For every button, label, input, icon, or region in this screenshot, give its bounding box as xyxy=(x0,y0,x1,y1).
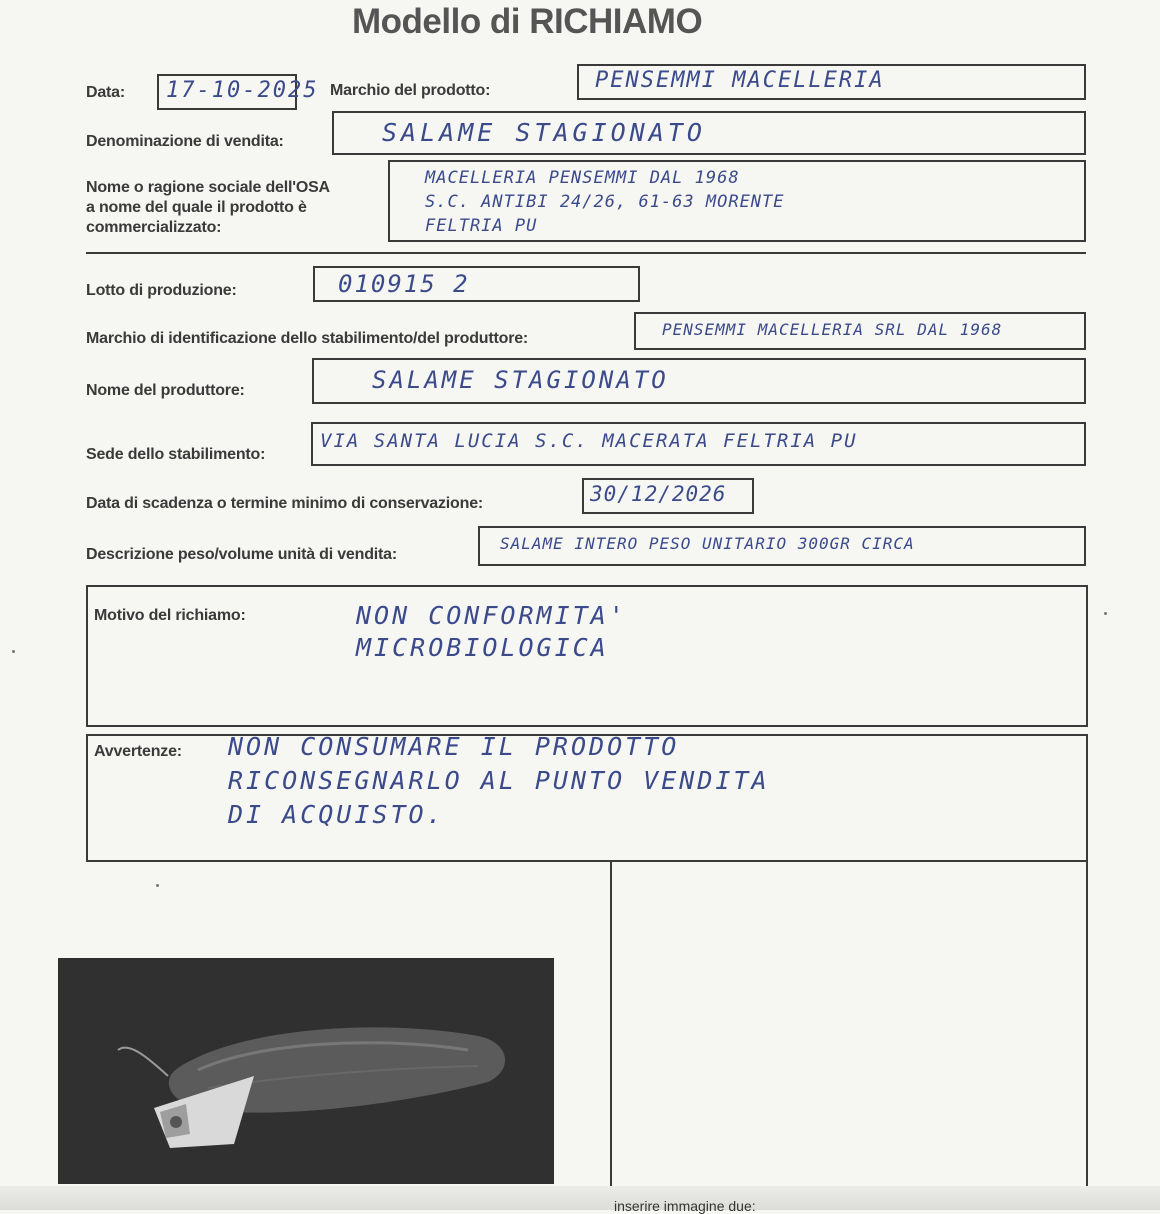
warnings-label: Avvertenze: xyxy=(94,743,182,760)
plant-site-label: Sede dello stabilimento: xyxy=(86,446,266,463)
salami-image xyxy=(58,958,554,1184)
lot-label: Lotto di produzione: xyxy=(86,282,237,299)
plant-site-value: VIA SANTA LUCIA S.C. MACERATA FELTRIA PU xyxy=(320,430,858,452)
scan-speck xyxy=(1104,612,1107,615)
product-photo xyxy=(58,958,554,1184)
scan-speck xyxy=(12,650,15,653)
id-mark-value: PENSEMMI MACELLERIA SRL DAL 1968 xyxy=(662,320,1003,339)
image-two-box[interactable] xyxy=(610,860,1088,1210)
sale-name-label: Denominazione di vendita: xyxy=(86,133,284,150)
recall-reason-value: NON CONFORMITA' MICROBIOLOGICA xyxy=(356,601,627,662)
scan-speck xyxy=(156,884,159,887)
image-two-caption: inserire immagine due: xyxy=(614,1198,756,1214)
sale-name-value: SALAME STAGIONATO xyxy=(382,118,706,147)
osa-name-value: MACELLERIA PENSEMMI DAL 1968 S.C. ANTIBI 24/26, 61-63 MORENTE FELTRIA PU xyxy=(425,168,785,236)
product-brand-value: PENSEMMI MACELLERIA xyxy=(595,68,885,93)
expiry-label: Data di scadenza o termine minimo di conservazione: xyxy=(86,495,484,512)
scan-bottom-edge xyxy=(0,1186,1160,1210)
form-title: Modello di RICHIAMO xyxy=(352,2,703,41)
divider xyxy=(86,252,1086,254)
producer-name-label: Nome del produttore: xyxy=(86,382,245,399)
recall-reason-label: Motivo del richiamo: xyxy=(94,607,246,624)
product-brand-label: Marchio del prodotto: xyxy=(330,82,491,99)
weight-label: Descrizione peso/volume unità di vendita: xyxy=(86,546,397,563)
date-label: Data: xyxy=(86,84,126,101)
producer-name-value: SALAME STAGIONATO xyxy=(372,366,669,394)
osa-name-label: Nome o ragione sociale dell'OSA a nome del quale il prodotto è commercializzato: xyxy=(86,179,330,236)
lot-value: 010915 2 xyxy=(338,270,470,298)
id-mark-label: Marchio di identificazione dello stabilimento/del produttore: xyxy=(86,330,529,347)
weight-value: SALAME INTERO PESO UNITARIO 300GR CIRCA xyxy=(500,534,915,553)
warnings-value: NON CONSUMARE IL PRODOTTO RICONSEGNARLO AL PUNTO VENDITA DI ACQUISTO. xyxy=(228,732,770,829)
date-value: 17-10-2025 xyxy=(166,78,319,103)
expiry-value: 30/12/2026 xyxy=(590,482,727,506)
